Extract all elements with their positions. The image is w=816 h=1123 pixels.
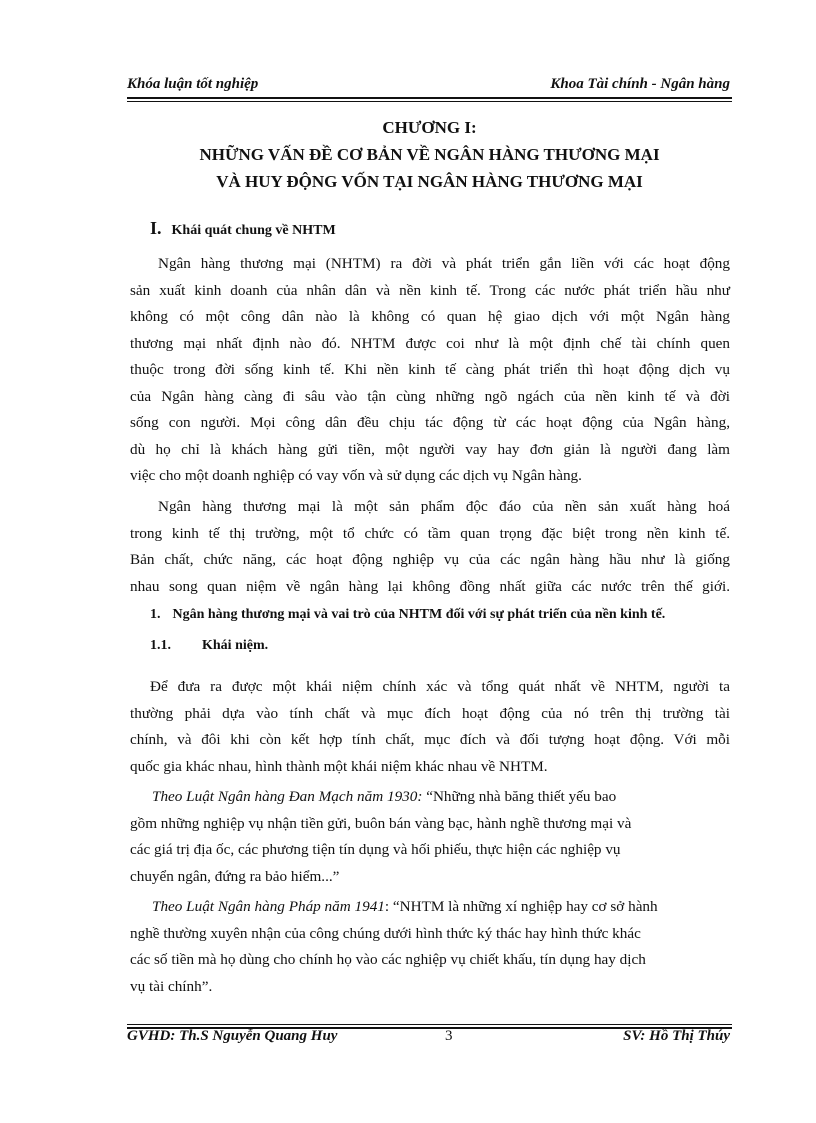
header-right: Khoa Tài chính - Ngân hàng xyxy=(550,76,730,92)
chapter-title-line1: NHỮNG VẤN ĐỀ CƠ BẢN VỀ NGÂN HÀNG THƯƠNG MẠI xyxy=(199,145,660,164)
section-title: Khái quát chung về NHTM xyxy=(171,223,336,238)
chapter-title xyxy=(127,114,732,195)
page-footer xyxy=(127,1028,730,1050)
paragraph-line: Ngân hàng thương mại là một sản phẩm độc đáo của nền sản xuất hàng hoá xyxy=(158,498,730,515)
subsection-title: Khái niệm. xyxy=(202,638,269,653)
page-header xyxy=(127,74,730,96)
section-number: I. xyxy=(150,218,162,238)
footer-student: SV: Hồ Thị Thúy xyxy=(623,1028,730,1044)
page-number: 3 xyxy=(445,1028,453,1044)
quote-line: vụ tài chính”. xyxy=(130,977,213,995)
quote-line: nghề thường xuyên nhận của công chúng dưới hình thức ký thác hay hình thức khác xyxy=(130,924,641,942)
header-rule xyxy=(127,97,732,102)
quote-line: các số tiền mà họ dùng cho chính họ vào các nghiệp vụ chiết khấu, tín dụng hay dịch xyxy=(130,951,646,968)
subsection-heading-1-1 xyxy=(150,638,268,654)
quote-source: Theo Luật Ngân hàng Pháp năm 1941 xyxy=(152,898,385,915)
quote-1 xyxy=(130,784,720,890)
section-heading xyxy=(150,218,336,239)
paragraph-line: thương mại nhất định nào đó. NHTM được coi như là một định chế tài chính quen xyxy=(130,334,730,352)
quote-text: “Những nhà băng thiết yếu bao xyxy=(426,788,617,805)
paragraph-3 xyxy=(130,674,730,780)
paragraph-line: Bản chất, chức năng, các hoạt động nghiệp vụ của các ngân hàng hầu như là giống xyxy=(130,551,730,568)
paragraph-line: Để đưa ra được một khái niệm chính xác và tổng quát nhất về NHTM, người ta xyxy=(150,678,730,695)
footer-supervisor: GVHD: Th.S Nguyễn Quang Huy xyxy=(127,1028,338,1044)
paragraph-2 xyxy=(130,494,730,600)
paragraph-line: Ngân hàng thương mại (NHTM) ra đời và phát triển gắn liền với các hoạt động xyxy=(158,255,730,272)
paragraph-1 xyxy=(130,251,730,490)
quote-2 xyxy=(130,894,730,1000)
header-left: Khóa luận tốt nghiệp xyxy=(127,76,259,92)
quote-source: Theo Luật Ngân hàng Đan Mạch năm 1930: xyxy=(152,788,423,805)
quote-first-line xyxy=(130,894,730,921)
subsection-number: 1. xyxy=(150,607,161,622)
subsection-heading-1 xyxy=(150,607,665,623)
paragraph-line: sản xuất kinh doanh của nhân dân và nền kinh tế. Trong các nước phát triển hầu như xyxy=(130,281,730,299)
subsection-number: 1.1. xyxy=(150,638,171,653)
quote-text: : “NHTM là những xí nghiệp hay cơ sở hành xyxy=(384,898,658,915)
quote-first-line xyxy=(130,784,720,811)
chapter-label: CHƯƠNG I: xyxy=(382,118,477,137)
paragraph-line: trong kinh tế thị trường, một tổ chức có tầm quan trọng đặc biệt trong nền kinh tế. xyxy=(130,524,730,542)
paragraph-line: dù họ chỉ là khách hàng gửi tiền, một người vay hay đơn giản là người đang làm xyxy=(130,440,730,458)
chapter-title-line2: VÀ HUY ĐỘNG VỐN TẠI NGÂN HÀNG THƯƠNG MẠI xyxy=(216,172,643,191)
quote-line: các giá trị địa ốc, các phương tiện tín dụng và hối phiếu, thực hiện các nghiệp vụ xyxy=(130,841,621,858)
paragraph-line: việc cho một doanh nghiệp có vay vốn và sử dụng các dịch vụ Ngân hàng. xyxy=(130,467,582,484)
paragraph-line: quốc gia khác nhau, hình thành một khái niệm khác nhau về NHTM. xyxy=(130,757,548,775)
quote-line: gồm những nghiệp vụ nhận tiền gửi, buôn bán vàng bạc, hành nghề thương mại và xyxy=(130,814,632,832)
paragraph-line: nhau song quan niệm về ngân hàng lại không đồng nhất giữa các nước trên thế giới. xyxy=(130,577,730,595)
paragraph-line: không có một công dân nào là không có quan hệ giao dịch với một Ngân hàng xyxy=(130,308,730,325)
quote-line: chuyển ngân, đứng ra bảo hiểm...” xyxy=(130,867,340,885)
paragraph-line: của Ngân hàng càng đi sâu vào tận cùng những ngõ ngách của nền kinh tế và đời xyxy=(130,387,730,405)
paragraph-line: sống con người. Mọi công dân đều chịu tác động từ các hoạt động của Ngân hàng, xyxy=(130,414,730,431)
paragraph-line: thường phải dựa vào tính chất và mục đích hoạt động của nó trên thị trường tài xyxy=(130,704,730,722)
subsection-title: Ngân hàng thương mại và vai trò của NHTM đối với sự phát triển của nền kinh tế. xyxy=(172,607,666,622)
paragraph-line: thuộc trong đời sống kinh tế. Khi nền kinh tế càng phát triển thì hoạt động dịch vụ xyxy=(130,361,730,378)
paragraph-line: chính, và đôi khi còn kết hợp tính chất, mục đích và đối tượng hoạt động. Với mỗi xyxy=(130,731,730,748)
